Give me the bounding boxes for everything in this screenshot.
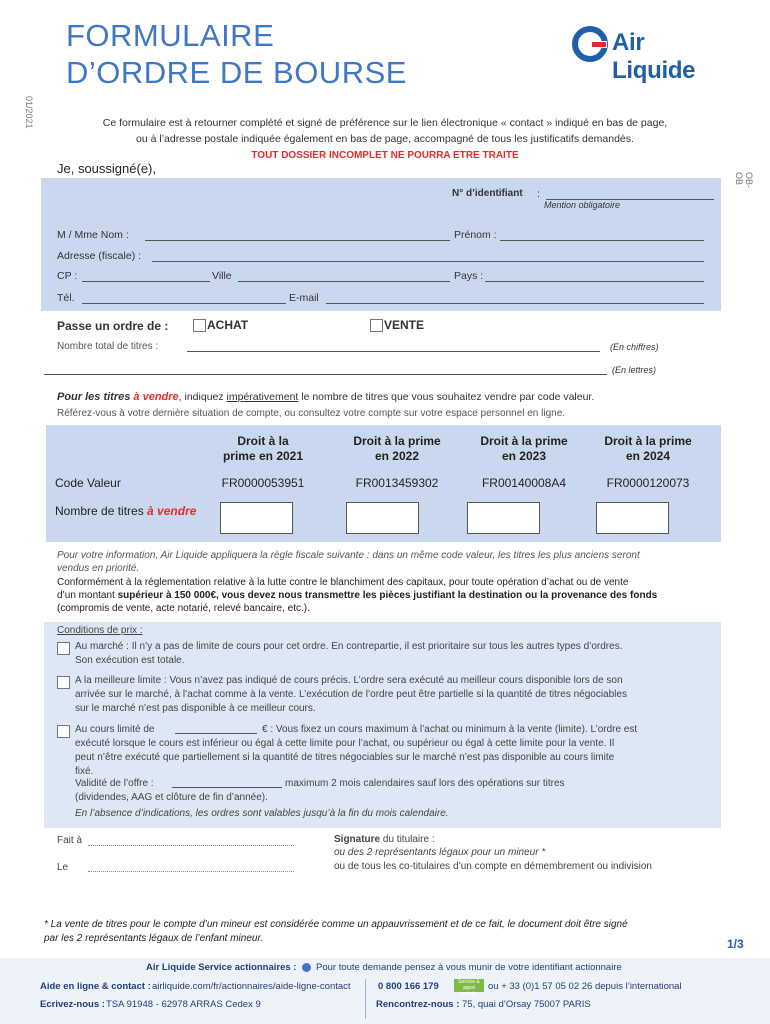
sell-rest: le nombre de titres que vous souhaitez vendre par code valeur. <box>298 391 595 403</box>
sell-instruction <box>57 391 594 403</box>
meilleure-line1 <box>75 674 623 688</box>
email-label: E-mail <box>289 292 319 304</box>
sell-imperativement: impérativement <box>226 391 299 403</box>
qty-input-2024[interactable] <box>596 502 669 534</box>
code-2021: FR0000053951 <box>221 476 305 490</box>
signature-line2: ou des 2 représentants légaux pour un mineur * <box>334 847 546 858</box>
footnote-line1: * La vente de titres pour le compte d’un mineur est considérée comme un appauvrissement et de ce fait, le document doit être signé <box>44 919 628 930</box>
fiscal-line4 <box>57 589 657 603</box>
vente-checkbox[interactable] <box>370 319 383 332</box>
tel-label: Tél. <box>57 292 75 304</box>
nom-field[interactable] <box>145 240 450 241</box>
col-head-2023 <box>464 434 584 464</box>
validite-field[interactable] <box>172 787 282 788</box>
achat-label: ACHAT <box>207 318 249 332</box>
limite-line3: peut n’être exécuté que partiellement si la quantité de titres négociables sur le marché n’est pas disponible au cours limite <box>75 752 615 763</box>
fait-a-label: Fait à <box>57 835 83 846</box>
col-head-2022 <box>337 434 457 464</box>
tel-field[interactable] <box>82 303 286 304</box>
footer-phone-intl: ou + 33 (0)1 57 05 02 26 depuis l’international <box>488 981 682 992</box>
qty-input-2022[interactable] <box>346 502 419 534</box>
nom-label: M / Mme Nom : <box>57 229 129 241</box>
info-icon <box>302 963 311 972</box>
col-head-2021 <box>203 434 323 464</box>
identity-panel <box>41 178 721 311</box>
cp-field[interactable] <box>82 281 210 282</box>
code-2022: FR0013459302 <box>355 476 439 490</box>
passe-ordre-label: Passe un ordre de : <box>57 319 169 333</box>
date-code: 01/2021 <box>24 96 34 129</box>
side-code: OB-OB <box>734 172 754 189</box>
col-head-2022-l2: en 2022 <box>374 449 420 463</box>
identifiant-label: N° d’identifiant <box>452 188 523 199</box>
footer-divider <box>365 979 366 1019</box>
col-head-2024 <box>588 434 708 464</box>
meilleure-line2: arrivée sur le marché, à l’achat comme à la vente. L’exécution de l’ordre peut être partielle si la quantité de titres négociables <box>75 689 627 700</box>
limite-line1: € : Vous fixez un cours maximum à l’achat ou minimum à la vente (limite). L’ordre est <box>262 724 638 735</box>
qty-input-2021[interactable] <box>220 502 293 534</box>
meilleure-title: A la meilleure limite <box>75 675 162 686</box>
limite-line2: exécuté lorsque le cours est inférieur ou égal à cette limite pour l’achat, ou supérieur ou égal à cette limite pour la vente. Il <box>75 738 615 749</box>
au-marche-checkbox[interactable] <box>57 642 70 655</box>
je-soussigne: Je, soussigné(e), <box>57 161 156 176</box>
meilleure-line3: sur le marché n’est pas disponible à ce meilleur cours. <box>75 703 316 714</box>
logo-text: Air Liquide <box>612 29 696 84</box>
code-2023: FR00140008A4 <box>481 476 567 490</box>
col-head-2021-l1: Droit à la <box>237 434 289 448</box>
footer-rencontrez-text: 75, quai d’Orsay 75007 PARIS <box>462 999 591 1010</box>
air-liquide-logo <box>572 24 732 84</box>
adresse-field[interactable] <box>152 261 704 262</box>
col-head-2023-l1: Droit à la prime <box>480 434 568 448</box>
footer-service-label: Air Liquide Service actionnaires : <box>146 962 297 973</box>
adresse-label: Adresse (fiscale) : <box>57 250 142 262</box>
qty-input-2023[interactable] <box>467 502 540 534</box>
footer-ecrivez-text: TSA 91948 - 62978 ARRAS Cedex 9 <box>106 999 261 1010</box>
vente-label: VENTE <box>384 318 425 332</box>
col-head-2024-l2: en 2024 <box>625 449 671 463</box>
page-number: 1/3 <box>727 937 744 951</box>
signature-line3: ou de tous les co-titulaires d’un compte en démembrement ou indivision <box>334 861 652 872</box>
meilleure-limite-checkbox[interactable] <box>57 676 70 689</box>
validite-label: Validité de l’offre : <box>75 778 154 789</box>
sell-a-vendre: à vendre <box>133 391 179 403</box>
logo-icon <box>572 26 608 62</box>
fiscal-line1: Pour votre information, Air Liquide appliquera la règle fiscale suivante : dans un même code valeur, les titres les plus anciens seront <box>57 550 640 561</box>
nombre-lettres-field[interactable] <box>44 374 607 375</box>
footer-aide-label: Aide en ligne & contact : <box>40 981 151 992</box>
identifiant-sep: : <box>537 188 540 200</box>
date-field[interactable] <box>88 871 294 872</box>
en-lettres-label: (En lettres) <box>612 365 657 375</box>
footer-rencontrez-label: Rencontrez-nous : <box>376 999 460 1010</box>
footer-service-text: Pour toute demande pensez à vous munir de votre identifiant actionnaire <box>316 962 622 973</box>
email-field[interactable] <box>326 303 704 304</box>
validite-text2: (dividendes, AAG et clôture de fin d’année). <box>75 792 268 803</box>
footnote-line2: par les 2 représentants légaux de l’enfant mineur. <box>44 933 264 944</box>
pays-label: Pays : <box>454 270 484 282</box>
au-marche-line1 <box>75 640 622 654</box>
sell-prefix: Pour les titres <box>57 391 134 403</box>
mention-obligatoire: Mention obligatoire <box>544 200 621 210</box>
nombre-chiffres-field[interactable] <box>187 351 600 352</box>
footer-aide-link[interactable]: airliquide.com/fr/actionnaires/aide-ligne-contact <box>152 981 351 992</box>
col-head-2022-l1: Droit à la prime <box>353 434 441 448</box>
sell-indiquez: , indiquez <box>178 391 227 403</box>
sell-line2: Référez-vous à votre dernière situation de compte, ou consultez votre compte sur votre espace personnel en ligne. <box>57 408 566 419</box>
prenom-label: Prénom : <box>454 229 497 241</box>
footer-phone[interactable]: 0 800 166 179 <box>378 981 439 992</box>
nombre-titres-a-vendre: à vendre <box>147 504 197 518</box>
prenom-field[interactable] <box>500 240 704 241</box>
en-chiffres-label: (En chiffres) <box>610 342 659 352</box>
limite-title: Au cours limité de <box>75 724 155 735</box>
nombre-titres-text: Nombre de titres <box>55 504 148 518</box>
ville-field[interactable] <box>238 281 450 282</box>
le-label: Le <box>57 862 69 873</box>
intro-line2: ou à l’adresse postale indiquée également en bas de page, accompagné de tous les justificatifs demandés. <box>136 133 634 145</box>
validite-text: maximum 2 mois calendaires sauf lors des opérations sur titres <box>285 778 565 789</box>
col-head-2024-l1: Droit à la prime <box>604 434 692 448</box>
absence-indications: En l’absence d’indications, les ordres sont valables jusqu’à la fin du mois calendaire. <box>75 808 449 819</box>
fiscal-line2: vendus en priorité. <box>57 563 140 574</box>
page-title-line1: FORMULAIRE <box>66 18 275 53</box>
col-head-2021-l2: prime en 2021 <box>222 449 304 463</box>
cp-label: CP : <box>57 270 78 282</box>
fait-a-field[interactable] <box>88 845 294 846</box>
limite-line4: fixé. <box>75 766 94 777</box>
au-marche-line2: Son exécution est totale. <box>75 655 185 666</box>
signature-title <box>334 833 435 847</box>
au-marche-title: Au marché <box>75 641 124 652</box>
signature-rest: du titulaire : <box>380 834 435 845</box>
free-call-badge: Service & appel gratuits <box>454 979 484 992</box>
cours-limite-field[interactable] <box>175 733 257 734</box>
incomplete-warning: TOUT DOSSIER INCOMPLET NE POURRA ETRE TRAITE <box>251 150 519 161</box>
code-2024: FR0000120073 <box>606 476 690 490</box>
fiscal-line3: Conformément à la réglementation relative à la lutte contre le blanchiment des capitaux, pour toute opération d’achat ou de vente <box>57 577 629 588</box>
ville-label: Ville <box>212 270 232 282</box>
footer-ecrivez-label: Ecrivez-nous : <box>40 999 105 1010</box>
cours-limite-checkbox[interactable] <box>57 725 70 738</box>
signature-bold: Signature <box>334 834 381 845</box>
pays-field[interactable] <box>485 281 704 282</box>
conditions-title: Conditions de prix : <box>57 625 143 636</box>
col-head-2023-l2: en 2023 <box>501 449 547 463</box>
fiscal-line4-a: d’un montant <box>57 590 118 601</box>
fiscal-line4-b: supérieur à 150 000€, vous devez nous transmettre les pièces justifiant la destination ou la provenance des fonds <box>117 590 658 601</box>
au-marche-text1: : Il n’y a pas de limite de cours pour cet ordre. En contrepartie, il est prioritaire sur tous les autres types d’ordres. <box>123 641 623 652</box>
nombre-titres-label <box>55 504 196 518</box>
achat-checkbox[interactable] <box>193 319 206 332</box>
code-valeur-label: Code Valeur <box>55 476 121 490</box>
nombre-total-label: Nombre total de titres : <box>57 341 159 352</box>
meilleure-text1: : Vous n’avez pas indiqué de cours précis. L’ordre sera exécuté au meilleur cours disponible lors de son <box>161 675 623 686</box>
page-title-line2: D’ORDRE DE BOURSE <box>66 55 407 90</box>
fiscal-line5: (compromis de vente, acte notarié, relevé bancaire, etc.). <box>57 603 310 614</box>
intro-line1: Ce formulaire est à retourner complété et signé de préférence sur le lien électronique « contact » indiqué en bas de page, <box>102 117 668 129</box>
